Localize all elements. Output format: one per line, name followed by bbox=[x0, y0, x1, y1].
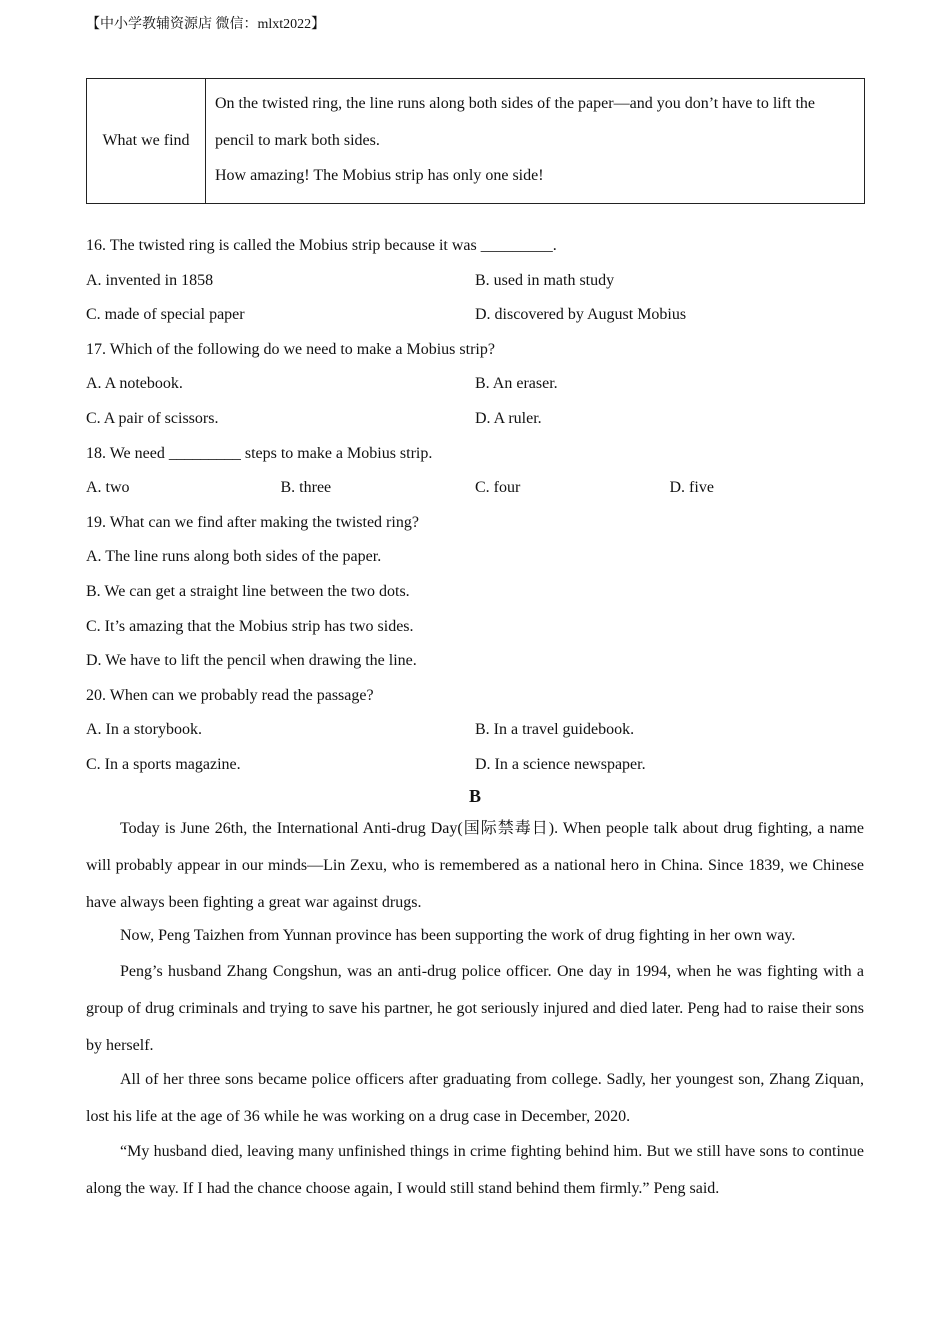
option: D. five bbox=[669, 479, 714, 497]
option: D. We have to lift the pencil when drawing the line. bbox=[86, 652, 417, 670]
option: A. A notebook. bbox=[86, 375, 183, 393]
question-stem: 16. The twisted ring is called the Mobius strip because it was _________. bbox=[86, 237, 557, 254]
option: C. four bbox=[475, 479, 521, 497]
option: C. A pair of scissors. bbox=[86, 409, 219, 427]
option: C. In a sports magazine. bbox=[86, 755, 241, 773]
table-line: pencil to mark both sides. bbox=[215, 132, 380, 149]
table-line: On the twisted ring, the line runs along both sides of the paper—and you don’t have to lift the bbox=[215, 95, 816, 112]
table-row bbox=[87, 79, 865, 204]
option: A. two bbox=[86, 479, 130, 497]
question-stem: 20. When can we probably read the passage? bbox=[86, 686, 374, 704]
option: C. It’s amazing that the Mobius strip has two sides. bbox=[86, 617, 414, 635]
option: A. In a storybook. bbox=[86, 721, 202, 739]
option: B. used in math study bbox=[475, 271, 615, 289]
header-note: 【中小学教辅资源店 微信：mlxt2022】 bbox=[86, 17, 326, 32]
question-stem: 18. We need _________ steps to make a Mobius strip. bbox=[86, 444, 433, 462]
option-row bbox=[86, 402, 866, 437]
option-row bbox=[86, 298, 866, 333]
option-row bbox=[86, 471, 866, 506]
section-title: B bbox=[468, 786, 481, 806]
option: B. We can get a straight line between the two dots. bbox=[86, 582, 410, 600]
option: D. In a science newspaper. bbox=[475, 755, 646, 773]
question-list bbox=[86, 229, 866, 783]
info-table bbox=[86, 78, 865, 204]
option: A. The line runs along both sides of the paper. bbox=[86, 548, 382, 566]
table-label: What we find bbox=[87, 79, 206, 204]
option: D. A ruler. bbox=[475, 409, 542, 427]
option: A. invented in 1858 bbox=[86, 271, 214, 289]
paragraph: Today is June 26th, the International Anti-drug Day(国际禁毒日). When people talk about drug fighting, a name will probably appear in our minds—Lin Zexu, who is remembered as a national hero in China. Since 1839, we Chinese have always been fighting a great war against drugs. bbox=[86, 820, 864, 912]
paragraph: All of her three sons became police officers after graduating from college. Sadly, her youngest son, Zhang Ziquan, lost his life at the age of 36 while he was working on a drug case in December, 2020. bbox=[86, 1071, 864, 1126]
option-row bbox=[86, 748, 866, 783]
question-stem: 19. What can we find after making the twisted ring? bbox=[86, 513, 419, 531]
option: B. three bbox=[280, 479, 332, 497]
table-content bbox=[206, 79, 865, 204]
option-row bbox=[86, 264, 866, 299]
paragraph: Peng’s husband Zhang Congshun, was an anti-drug police officer. One day in 1994, when he was fighting with a group of drug criminals and trying to save his partner, he got seriously injured and died later. Peng had to raise their sons by herself. bbox=[86, 962, 864, 1055]
option: B. In a travel guidebook. bbox=[475, 721, 635, 739]
passage bbox=[86, 810, 864, 1204]
paragraph: “My husband died, leaving many unfinished things in crime fighting behind him. But we still have sons to continue along the way. If I had the chance choose again, I would still stand behind them firmly.” Peng said. bbox=[86, 1142, 864, 1197]
table-line: How amazing! The Mobius strip has only one side! bbox=[215, 167, 544, 184]
question-stem: 17. Which of the following do we need to make a Mobius strip? bbox=[86, 340, 495, 358]
option: D. discovered by August Mobius bbox=[475, 306, 687, 324]
option: C. made of special paper bbox=[86, 306, 245, 324]
option-row bbox=[86, 367, 866, 402]
option-row bbox=[86, 713, 866, 748]
paragraph: Now, Peng Taizhen from Yunnan province has been supporting the work of drug fighting in her own way. bbox=[120, 926, 796, 944]
option: B. An eraser. bbox=[475, 375, 558, 393]
